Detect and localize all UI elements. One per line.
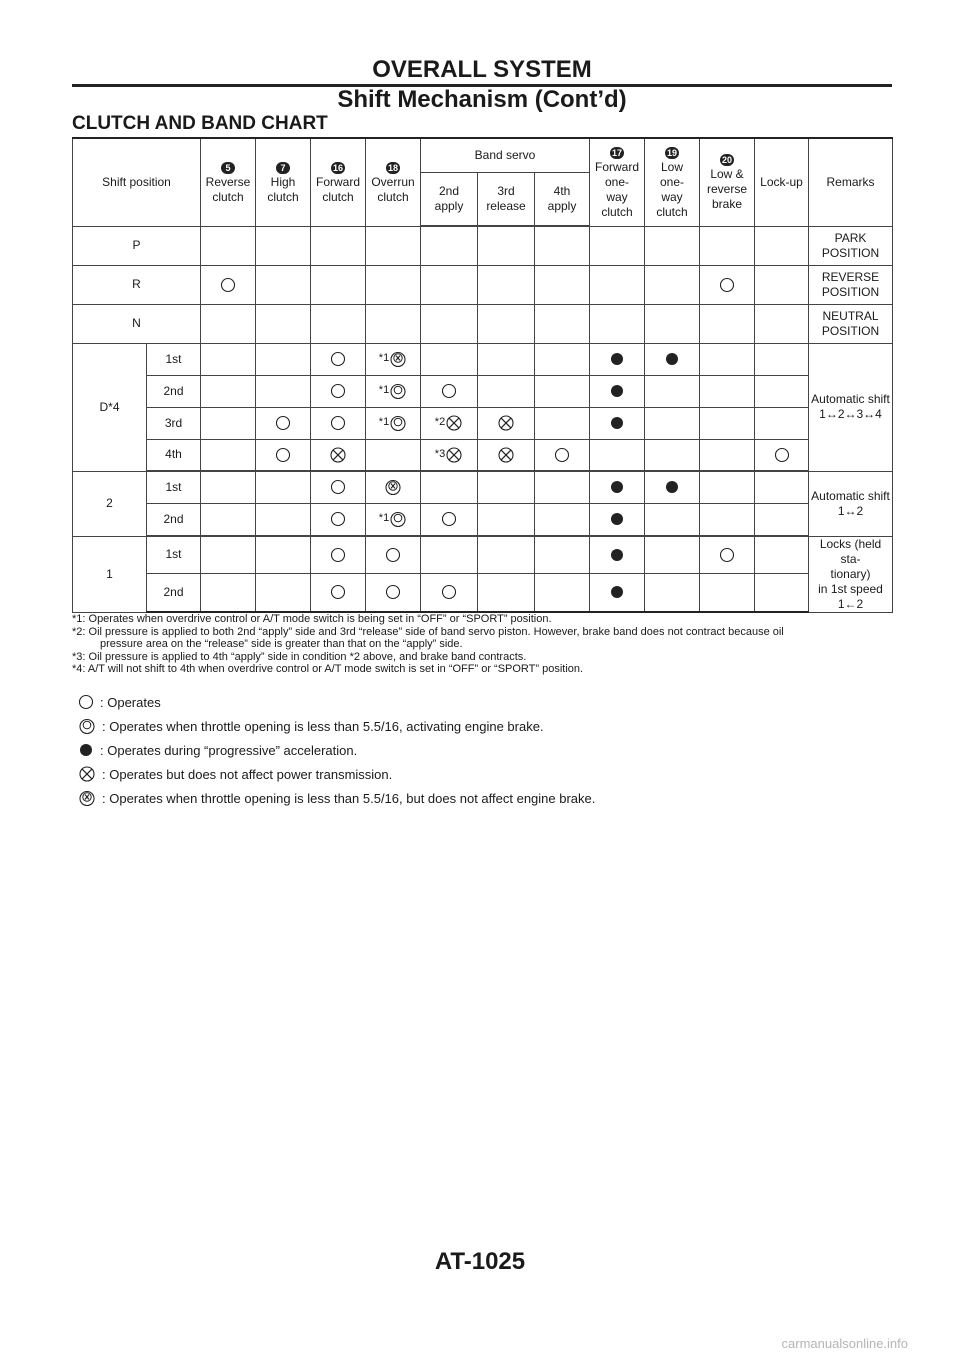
remark-text: POSITION bbox=[821, 323, 880, 338]
col-high-clutch bbox=[256, 138, 311, 226]
operates-symbol bbox=[220, 277, 236, 293]
remark-text: 1↔2 bbox=[837, 503, 864, 518]
progressive-symbol bbox=[609, 547, 625, 563]
table-row bbox=[73, 375, 893, 407]
note-mark: *1 bbox=[378, 416, 390, 429]
remark-text: POSITION bbox=[821, 245, 880, 260]
col-remarks: Remarks bbox=[809, 138, 893, 226]
engine-brake-symbol bbox=[78, 717, 96, 735]
remark-cell bbox=[809, 265, 893, 304]
position-label: 1 bbox=[73, 536, 147, 612]
page-number: AT-1025 bbox=[434, 1248, 526, 1275]
footnote: *2: Oil pressure is applied to both 2nd “apply” side and 3rd “release” side of band servo piston. However, brake band does not contract because oil bbox=[72, 625, 784, 638]
part-number-badge: 20 bbox=[721, 155, 732, 166]
part-number-badge: 18 bbox=[387, 162, 398, 173]
legend-item bbox=[78, 714, 595, 738]
gear-label: 2nd bbox=[147, 503, 201, 536]
note-mark: *2 bbox=[434, 416, 446, 429]
part-number-badge: 5 bbox=[221, 162, 235, 174]
gear-label: 2nd bbox=[147, 573, 201, 612]
engine-brake-symbol bbox=[389, 510, 407, 528]
remark-cell bbox=[809, 226, 893, 265]
table-row bbox=[73, 439, 893, 471]
position-label: N bbox=[73, 304, 201, 343]
no-effect-symbol bbox=[445, 446, 463, 464]
table-row bbox=[73, 407, 893, 439]
table-row bbox=[73, 226, 893, 265]
col-label: Reverse bbox=[205, 174, 251, 189]
operates-symbol bbox=[330, 383, 346, 399]
remark-text: 1←2 bbox=[837, 596, 864, 611]
gear-label: 1st bbox=[147, 536, 201, 573]
legend-text: : Operates when throttle opening is less than 5.5/16, but does not affect engine brake. bbox=[102, 790, 596, 806]
legend-item bbox=[78, 786, 595, 810]
no-engine-brake-symbol bbox=[78, 789, 96, 807]
progressive-symbol bbox=[609, 584, 625, 600]
legend-text: : Operates but does not affect power transmission. bbox=[102, 766, 393, 782]
no-effect-symbol bbox=[497, 446, 515, 464]
col-2nd-apply bbox=[421, 172, 478, 226]
col-label: Forward bbox=[315, 174, 360, 189]
table-row bbox=[73, 343, 893, 375]
progressive-symbol bbox=[609, 351, 625, 367]
gear-label: 1st bbox=[147, 471, 201, 503]
remark-text: Automatic shift bbox=[811, 392, 890, 406]
progressive-symbol bbox=[609, 511, 625, 527]
progressive-symbol bbox=[609, 383, 625, 399]
remark-text: tionary) bbox=[830, 566, 871, 581]
part-number-badge: 16 bbox=[332, 162, 343, 173]
remark-text: Locks (held sta- bbox=[819, 536, 882, 566]
operates-symbol bbox=[385, 584, 401, 600]
operates-symbol bbox=[441, 383, 457, 399]
col-label: clutch bbox=[267, 189, 299, 204]
progressive-symbol bbox=[609, 415, 625, 431]
operates-symbol bbox=[554, 447, 570, 463]
part-number-badge: 7 bbox=[276, 162, 290, 174]
col-label: release bbox=[486, 198, 526, 213]
col-label: Overrun bbox=[371, 174, 415, 189]
progressive-symbol bbox=[78, 742, 94, 758]
position-label: 2 bbox=[73, 471, 147, 536]
operates-symbol bbox=[441, 511, 457, 527]
part-number-badge: 17 bbox=[611, 147, 622, 158]
no-effect-symbol bbox=[445, 414, 463, 432]
col-label: Low bbox=[660, 159, 683, 174]
operates-symbol bbox=[719, 547, 735, 563]
col-label: one- bbox=[659, 174, 685, 189]
table-row bbox=[73, 573, 893, 612]
remark-text: NEUTRAL bbox=[822, 308, 879, 323]
col-label: one- bbox=[604, 174, 630, 189]
footnote: *1: Operates when overdrive control or A/T mode switch is being set in “OFF” or “SPORT” position. bbox=[72, 613, 552, 625]
col-label: clutch bbox=[656, 204, 688, 219]
operates-symbol bbox=[719, 277, 735, 293]
remark-text: Automatic shift bbox=[811, 488, 890, 503]
col-3rd-release bbox=[478, 172, 535, 226]
col-label: Low & bbox=[710, 167, 744, 182]
col-label: 4th bbox=[553, 183, 571, 198]
col-label: clutch bbox=[322, 189, 354, 204]
legend-text: : Operates when throttle opening is less than 5.5/16, activating engine brake. bbox=[102, 718, 544, 734]
col-reverse-clutch bbox=[201, 138, 256, 226]
operates-symbol bbox=[330, 584, 346, 600]
note-mark: *1 bbox=[378, 512, 390, 525]
gear-label: 4th bbox=[147, 439, 201, 471]
operates-symbol bbox=[275, 415, 291, 431]
table-row bbox=[73, 503, 893, 536]
table-row bbox=[73, 304, 893, 343]
remark-cell bbox=[809, 536, 893, 612]
legend-item bbox=[78, 762, 595, 786]
note-mark: *1 bbox=[378, 384, 390, 397]
table-row bbox=[73, 471, 893, 503]
operates-symbol bbox=[774, 447, 790, 463]
clutch-band-chart bbox=[72, 137, 893, 613]
col-label: brake bbox=[711, 197, 743, 212]
col-low-oneway-clutch bbox=[645, 138, 700, 226]
table-row bbox=[73, 536, 893, 573]
legend-text: : Operates bbox=[100, 694, 161, 710]
operates-symbol bbox=[78, 694, 94, 710]
col-label: apply bbox=[547, 198, 577, 213]
col-band-servo: Band servo bbox=[421, 138, 590, 172]
no-engine-brake-symbol bbox=[389, 350, 407, 368]
footnotes bbox=[72, 613, 892, 676]
progressive-symbol bbox=[664, 479, 680, 495]
no-effect-symbol bbox=[78, 765, 96, 783]
col-forward-clutch bbox=[311, 138, 366, 226]
legend-item bbox=[78, 690, 595, 714]
operates-symbol bbox=[330, 415, 346, 431]
legend-item bbox=[78, 738, 595, 762]
progressive-symbol bbox=[664, 351, 680, 367]
col-label: 3rd bbox=[497, 183, 515, 198]
subsection-title: Shift Mechanism (Cont’d) bbox=[337, 86, 627, 113]
symbol-legend bbox=[78, 690, 595, 810]
col-label: way bbox=[606, 189, 628, 204]
position-label: D*4 bbox=[73, 343, 147, 471]
operates-symbol bbox=[441, 584, 457, 600]
footnote: pressure area on the “release” side is greater than that on the “apply” side. bbox=[100, 638, 463, 650]
operates-symbol bbox=[330, 479, 346, 495]
col-label: clutch bbox=[377, 189, 409, 204]
col-shift-position: Shift position bbox=[73, 138, 201, 226]
remark-cell bbox=[809, 343, 893, 471]
remark-cell bbox=[809, 304, 893, 343]
col-label: 2nd bbox=[438, 183, 460, 198]
progressive-symbol bbox=[609, 479, 625, 495]
col-low-reverse-brake bbox=[700, 138, 755, 226]
col-overrun-clutch bbox=[366, 138, 421, 226]
col-label: clutch bbox=[601, 204, 633, 219]
remark-text: REVERSE bbox=[821, 269, 880, 284]
col-label: High bbox=[270, 174, 296, 189]
col-forward-oneway-clutch bbox=[590, 138, 645, 226]
operates-symbol bbox=[330, 511, 346, 527]
col-label: way bbox=[661, 189, 683, 204]
section-title: OVERALL SYSTEM bbox=[372, 56, 592, 83]
col-label: Forward bbox=[594, 159, 639, 174]
remark-text: 1↔2↔3↔4 bbox=[819, 407, 882, 421]
table-row bbox=[73, 265, 893, 304]
remark-text: in 1st speed bbox=[818, 581, 883, 596]
col-label: reverse bbox=[706, 182, 747, 197]
remark-cell bbox=[809, 471, 893, 536]
chart-title: CLUTCH AND BAND CHART bbox=[72, 113, 328, 134]
operates-symbol bbox=[385, 547, 401, 563]
col-label: apply bbox=[434, 198, 464, 213]
remark-text: PARK bbox=[834, 230, 867, 245]
operates-symbol bbox=[330, 547, 346, 563]
part-number-badge: 19 bbox=[666, 147, 677, 158]
col-lockup: Lock-up bbox=[755, 138, 809, 226]
engine-brake-symbol bbox=[389, 414, 407, 432]
col-label: clutch bbox=[212, 189, 244, 204]
operates-symbol bbox=[330, 351, 346, 367]
col-4th-apply bbox=[535, 172, 590, 226]
gear-label: 3rd bbox=[147, 407, 201, 439]
engine-brake-symbol bbox=[389, 382, 407, 400]
remark-text: POSITION bbox=[821, 284, 880, 299]
footnote: *4: A/T will not shift to 4th when overdrive control or A/T mode switch is set in “OFF” or “SPORT” position. bbox=[72, 663, 584, 675]
no-engine-brake-symbol bbox=[384, 478, 402, 496]
footnote: *3: Oil pressure is applied to 4th “apply” side in condition *2 above, and brake band contracts. bbox=[72, 650, 527, 663]
note-mark: *3 bbox=[434, 447, 446, 460]
position-label: P bbox=[73, 226, 201, 265]
no-effect-symbol bbox=[497, 414, 515, 432]
position-label: R bbox=[73, 265, 201, 304]
operates-symbol bbox=[275, 447, 291, 463]
gear-label: 1st bbox=[147, 343, 201, 375]
gear-label: 2nd bbox=[147, 375, 201, 407]
note-mark: *1 bbox=[378, 352, 390, 365]
legend-text: : Operates during “progressive” acceleration. bbox=[100, 742, 358, 758]
watermark: carmanualsonline.info bbox=[781, 1336, 908, 1351]
no-effect-symbol bbox=[329, 446, 347, 464]
